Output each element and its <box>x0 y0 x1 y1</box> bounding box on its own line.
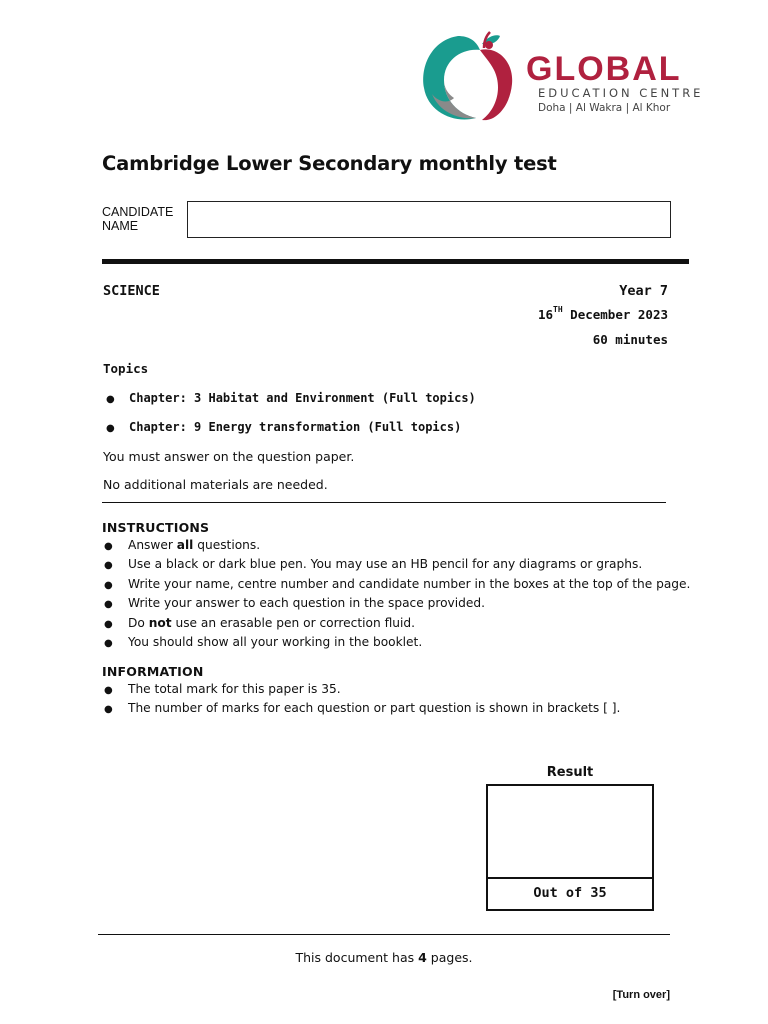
information-item <box>104 682 341 696</box>
instruction-text: You should show all your working in the booklet. <box>128 635 423 649</box>
bullet-icon: ● <box>104 704 113 715</box>
materials-note: No additional materials are needed. <box>103 477 328 492</box>
instruction-emphasis: all <box>176 538 194 552</box>
information-text: The total mark for this paper is 35. <box>128 682 341 696</box>
result-out-of: Out of 35 <box>533 885 607 901</box>
logo-subtitle: EDUCATION CENTRE <box>538 86 704 100</box>
instruction-text: questions. <box>193 538 261 552</box>
instruction-text: use an erasable pen or correction fluid. <box>171 616 415 630</box>
candidate-label-line2: NAME <box>102 219 139 233</box>
date-day: 16 <box>537 307 553 322</box>
section-divider <box>102 502 666 503</box>
page-count-number: 4 <box>418 950 427 965</box>
bullet-icon: ● <box>104 580 113 591</box>
date-rest: December 2023 <box>562 307 668 322</box>
bullet-icon: ● <box>104 541 113 552</box>
logo-brand: GLOBAL <box>526 50 682 88</box>
bullet-icon: ● <box>104 599 113 610</box>
topics-heading: Topics <box>103 361 149 376</box>
topic-item <box>106 391 476 405</box>
bullet-icon: ● <box>104 619 113 630</box>
page-count-note <box>98 950 670 965</box>
bullet-icon: ● <box>104 638 113 649</box>
year-label: Year 7 <box>619 283 668 299</box>
result-label: Result <box>546 765 594 780</box>
instruction-item <box>104 616 415 630</box>
candidate-name-label <box>102 205 182 233</box>
instruction-emphasis: not <box>148 616 172 630</box>
global-education-centre-logo <box>418 28 718 128</box>
bullet-icon: ● <box>106 394 115 405</box>
footer-divider <box>98 934 670 935</box>
exam-duration: 60 minutes <box>592 332 668 347</box>
candidate-name-box[interactable] <box>187 201 671 238</box>
apple-logo-icon <box>423 32 512 120</box>
instruction-text: Do <box>128 616 149 630</box>
page-count-text: This document has <box>295 950 419 965</box>
topic-item <box>106 420 461 434</box>
instructions-heading: INSTRUCTIONS <box>102 520 210 535</box>
information-text: The number of marks for each question or part question is shown in brackets [ ]. <box>128 701 621 715</box>
exam-date <box>538 307 668 322</box>
answer-note: You must answer on the question paper. <box>103 449 355 464</box>
date-suffix: TH <box>553 305 563 314</box>
topic-text: Chapter: 9 Energy transformation (Full topics) <box>129 420 462 434</box>
instruction-text: Use a black or dark blue pen. You may use an HB pencil for any diagrams or graphs. <box>128 557 643 571</box>
instruction-text: Write your name, centre number and candidate number in the boxes at the top of the page. <box>128 577 691 591</box>
header-divider <box>102 259 689 264</box>
information-item <box>104 701 620 715</box>
subject-label: SCIENCE <box>103 283 160 299</box>
instruction-item <box>104 596 485 610</box>
bullet-icon: ● <box>104 685 113 696</box>
instruction-item <box>104 538 260 552</box>
instruction-text: Answer <box>128 538 177 552</box>
information-heading: INFORMATION <box>102 664 204 679</box>
instruction-text: Write your answer to each question in the space provided. <box>128 596 485 610</box>
topic-text: Chapter: 3 Habitat and Environment (Full topics) <box>129 391 476 405</box>
result-divider <box>488 877 652 879</box>
page-count-text: pages. <box>426 950 473 965</box>
page-title: Cambridge Lower Secondary monthly test <box>102 152 557 175</box>
instruction-item <box>104 557 642 571</box>
bullet-icon: ● <box>106 423 115 434</box>
turn-over-note: [Turn over] <box>612 989 670 1001</box>
instruction-item <box>104 577 690 591</box>
candidate-label-line1: CANDIDATE <box>102 205 174 219</box>
instruction-item <box>104 635 422 649</box>
bullet-icon: ● <box>104 560 113 571</box>
logo-locations: Doha | Al Wakra | Al Khor <box>538 102 671 114</box>
